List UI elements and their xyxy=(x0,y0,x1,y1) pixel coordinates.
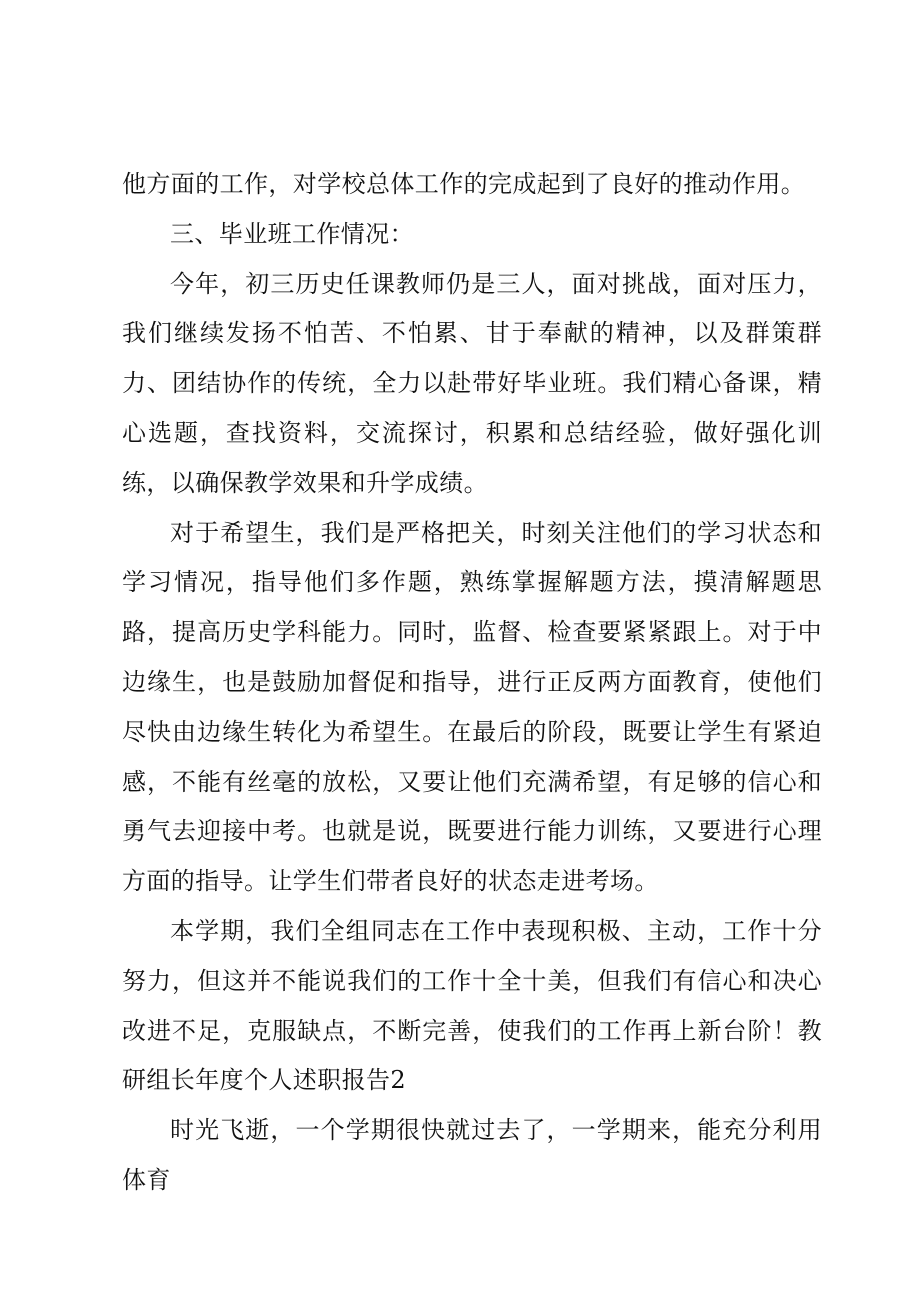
paragraph-hopeful-students: 对于希望生，我们是严格把关，时刻关注他们的学习状态和学习情况，指导他们多作题，熟练掌握解题方法，摸清解题思路，提高历史学科能力。同时，监督、检查要紧紧跟上。对于中边缘生，也是鼓励加督促和指导，进行正反两方面教育，使他们尽快由边缘生转化为希望生。在最后的阶段，既要让学生有紧迫感，不能有丝毫的放松，又要让他们充满希望，有足够的信心和勇气去迎接中考。也就是说，既要进行能力训练，又要进行心理方面的指导。让学生们带者良好的状态走进考场。 xyxy=(122,518,822,896)
document-body xyxy=(122,160,822,1206)
paragraph-continuation: 他方面的工作，对学校总体工作的完成起到了良好的推动作用。 xyxy=(122,170,806,198)
paragraph-semester-summary: 本学期，我们全组同志在工作中表现积极、主动，工作十分努力，但这并不能说我们的工作十全十美，但我们有信心和决心改进不足，克服缺点，不断完善，使我们的工作再上新台阶！教研组长年度个人述职报告2 xyxy=(122,916,822,1095)
paragraph-report-start: 时光飞逝，一个学期很快就过去了，一学期来，能充分利用体育 xyxy=(122,1116,822,1194)
section-heading: 三、毕业班工作情况： xyxy=(170,219,414,248)
paragraph-graduating-class: 今年，初三历史任课教师仍是三人，面对挑战，面对压力，我们继续发扬不怕苦、不怕累、甘于奉献的精神，以及群策群力、团结协作的传统，全力以赴带好毕业班。我们精心备课，精心选题，查找资料，交流探讨，积累和总结经验，做好强化训练，以确保教学效果和升学成绩。 xyxy=(122,269,822,497)
